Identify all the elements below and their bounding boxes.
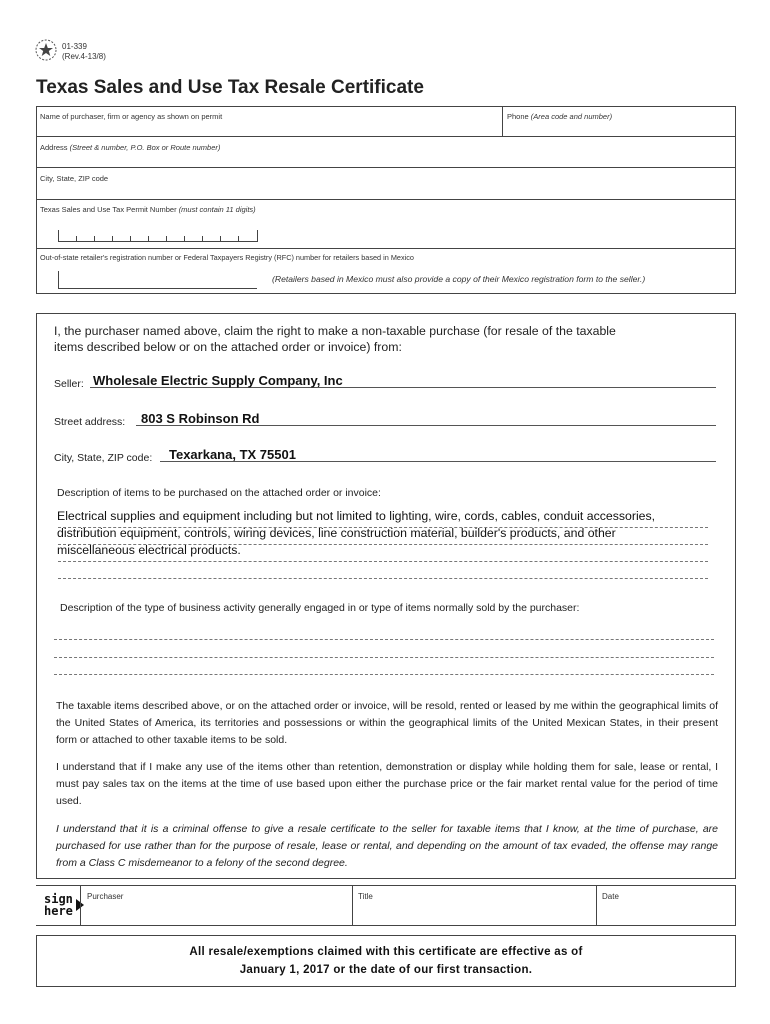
form-revision: (Rev.4-13/8) [62,52,106,61]
permit-digit-tick [76,236,77,241]
claim-intro-line2: items described below or on the attached order or invoice) from: [54,340,402,354]
permit-hint: (must contain 11 digits) [178,205,256,214]
phone-label [507,112,612,121]
permit-digit-tick [166,236,167,241]
business-line [54,674,714,675]
divider [36,199,736,200]
items-text[interactable] [57,508,655,559]
mexico-note: (Retailers based in Mexico must also provide a copy of their Mexico registration form to the seller.) [272,274,646,284]
seller-value[interactable]: Wholesale Electric Supply Company, Inc [93,373,343,388]
permit-digit-tick [220,236,221,241]
permit-digit-tick [202,236,203,241]
permit-digit-tick [148,236,149,241]
permit-digit-tick [257,230,258,241]
page-title: Texas Sales and Use Tax Resale Certificate [36,77,424,98]
city-label: City, State, ZIP code [40,174,109,183]
title-field[interactable] [353,886,596,924]
business-line [54,639,714,640]
permit-digit-tick [130,236,131,241]
effective-date-line2: January 1, 2017 or the date of our first transaction. [239,964,533,976]
address-label [40,143,220,152]
permit-label [40,205,256,214]
name-label: Name of purchaser, firm or agency as shown on permit [40,112,223,121]
items-line1: Electrical supplies and equipment including but not limited to lighting, wire, cords, cables, conduit accessories, [57,509,656,523]
resale-statement: The taxable items described above, or on the attached order or invoice, will be resold, rented or leased by me within the geographical limits of the United States of America, its territories and possessions or within the geographical limits of the United Mexican States, in their present form or attached to other taxable items to be sold. [56,700,718,746]
address-hint: (Street & number, P.O. Box or Route number) [69,143,221,152]
business-description-input[interactable] [54,628,714,678]
title-label: Title [358,892,373,901]
address-label-text: Address [40,143,68,152]
seller-label: Seller: [54,378,84,390]
outofstate-label: Out-of-state retailer's registration number or Federal Taxpayers Registry (RFC) number for retailers based in Mexico [40,253,414,262]
criminal-offense-statement: I understand that it is a criminal offense to give a resale certificate to the seller for taxable items that I know, at the time of purchase, are purchased for use rather than for the purpose of resale, lease or rental, and depending on the amount of tax evaded, the offense may range from a Class C misdemeanor to a felony of the second degree. [56,823,718,869]
items-line [58,578,708,579]
date-label: Date [602,892,619,901]
sign-here-line2: here [44,904,73,918]
effective-date-line1: All resale/exemptions claimed with this certificate are effective as of [189,946,583,958]
permit-digit-tick [94,236,95,241]
permit-digit-tick [58,230,59,241]
permit-label-text: Texas Sales and Use Tax Permit Number [40,205,177,214]
items-line [58,561,708,562]
state-seal-logo [34,38,60,62]
signature-bottom-border [36,925,736,926]
permit-digit-tick [238,236,239,241]
phone-hint: (Area code and number) [530,112,613,121]
permit-digit-tick [184,236,185,241]
phone-label-text: Phone [507,112,529,121]
city-state-value[interactable]: Texarkana, TX 75501 [169,447,296,462]
form-number: 01-339 [62,42,87,51]
items-line3: miscellaneous electrical products. [57,543,241,557]
sign-here-line1: sign [44,892,73,906]
items-label: Description of items to be purchased on the attached order or invoice: [57,487,381,499]
claim-intro-line1: I, the purchaser named above, claim the right to make a non-taxable purchase (for resale of the taxable [54,324,616,338]
permit-number-input[interactable] [58,226,258,242]
city-state-label: City, State, ZIP code: [54,452,153,464]
use-tax-statement: I understand that if I make any use of the items other than retention, demonstration or display while holding them for sale, lease or rental, I must pay sales tax on the items at the time of use based upon either the purchase price or the fair market rental value for the period of time used. [56,761,718,807]
street-label: Street address: [54,416,126,428]
business-label: Description of the type of business activity generally engaged in or type of items normally sold by the purchaser: [60,602,580,614]
business-line [54,657,714,658]
permit-baseline [58,241,258,242]
divider [36,248,736,249]
sign-here-icon [44,893,84,923]
street-value[interactable]: 803 S Robinson Rd [141,411,260,426]
city-field[interactable] [37,168,735,198]
items-line2: distribution equipment, controls, wiring devices, line construction material, builder's products, and other [57,526,616,540]
outofstate-input[interactable] [58,271,257,289]
permit-digit-tick [112,236,113,241]
signature-right-border [735,885,736,925]
purchaser-label: Purchaser [87,892,124,901]
effective-date-box [36,935,736,987]
